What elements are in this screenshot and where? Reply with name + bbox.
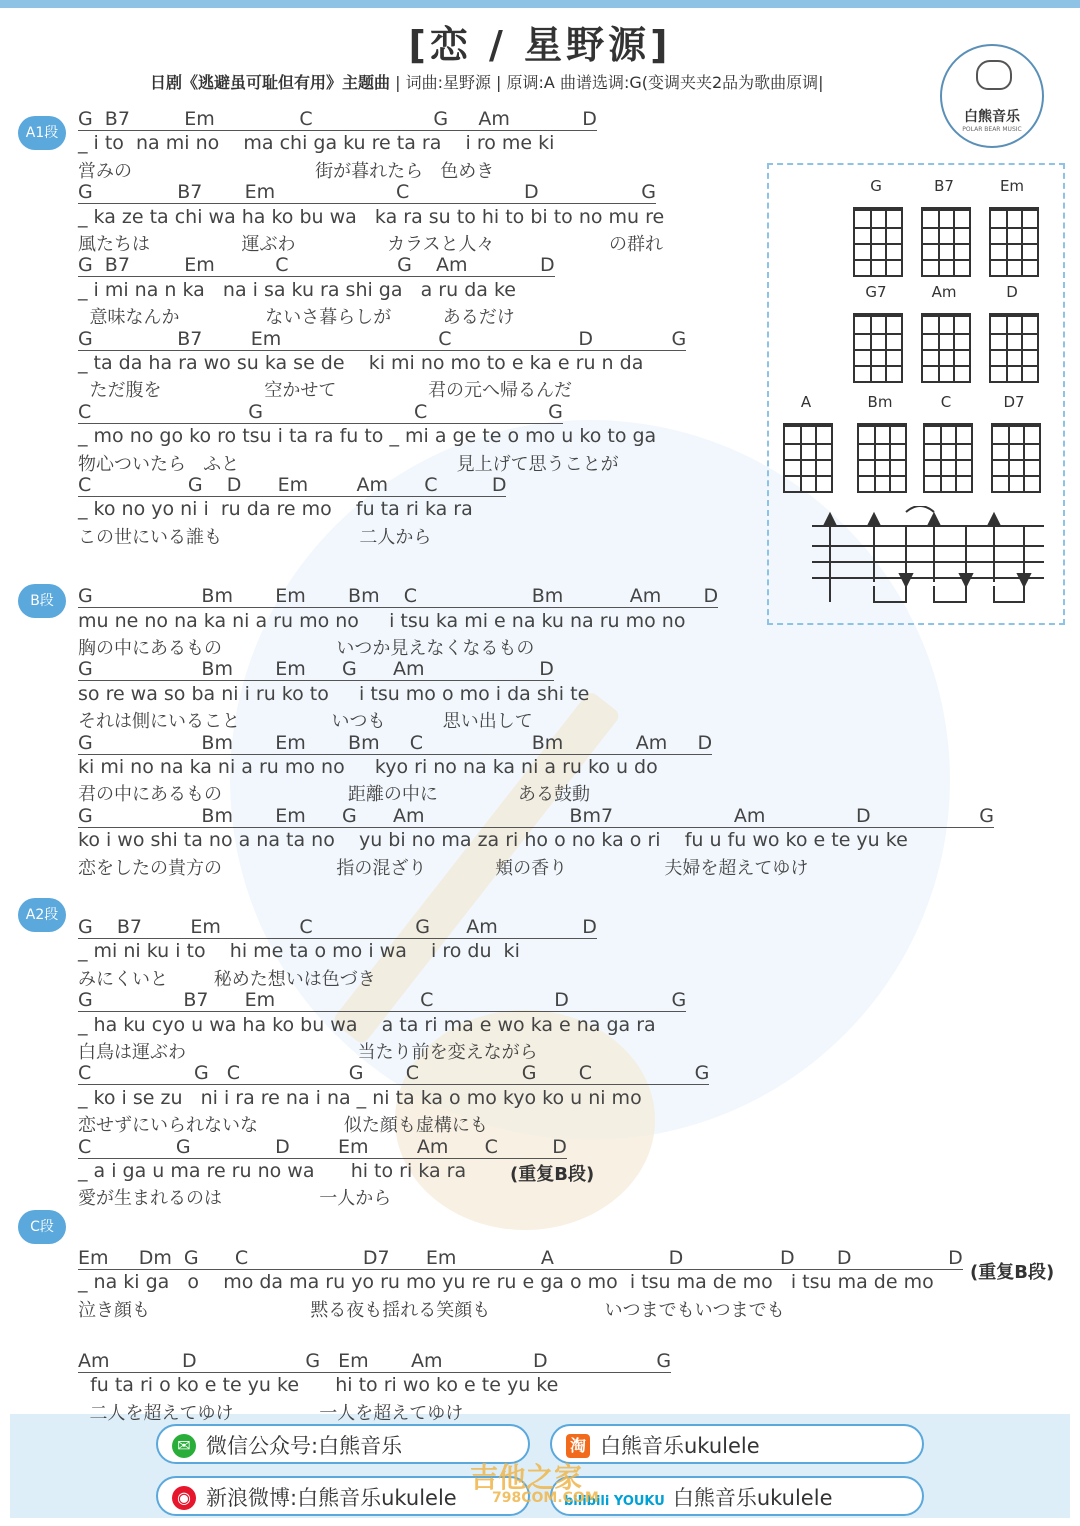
chord-name: D: [1006, 283, 1018, 301]
fret-grid: [853, 207, 903, 277]
chord-name: A: [800, 393, 812, 411]
taobao-text: 白熊音乐ukulele: [600, 1434, 760, 1458]
romaji-line: _ ko i se zu ni i ra re na i na _ ni ta ka o mo kyo ko u ni mo: [78, 1086, 642, 1109]
japanese-line: 白鳥は運ぶわ 当たり前を変えながら: [78, 1042, 538, 1063]
romaji-line: ko i wo shi ta no a na ta no yu bi no ma za ri ho o no ka o ri fu u fu wo ko e te yu ke: [78, 829, 908, 852]
chord-name: Am: [931, 283, 957, 301]
japanese-line: 営みの 街が暮れたら 色めき: [78, 160, 495, 182]
japanese-line: 恋をしたの貴方の 指の混ざり 頬の香り 夫婦を超えてゆけ: [78, 857, 809, 879]
fret-grid: [921, 207, 971, 277]
section-badge-b: B段: [18, 584, 66, 618]
section-badge-a1: A1段: [18, 116, 66, 150]
japanese-line: この世にいる誰も 二人から: [78, 526, 432, 548]
romaji-line: ki mi no na ka ni a ru mo no kyo ri no na ka ni a ru ko u do: [78, 756, 658, 778]
chord-line: G B7 Em C G Am D: [78, 254, 555, 277]
video-pill[interactable]: [550, 1476, 924, 1516]
chord-diagram-d: [985, 283, 1039, 381]
top-strip: [0, 0, 1080, 8]
chord-diagram-em: [985, 177, 1039, 275]
logo-subtitle: POLAR BEAR MUSIC: [962, 126, 1022, 133]
chord-line: Em Dm G C D7 Em A D D D D: [78, 1246, 963, 1269]
japanese-line: 風たちは 運ぶわ カラスと人々 の群れ: [78, 234, 663, 255]
romaji-line: _ i mi na n ka na i sa ku ra shi ga a ru da ke: [78, 278, 516, 301]
chord-line: G B7 Em C D G: [78, 181, 657, 204]
wechat-icon: ✉: [172, 1434, 196, 1458]
romaji-line: _ ta da ha ra wo su ka se de ki mi no mo to e ka e ru n da: [78, 352, 644, 374]
japanese-line: それは側にいること いつも 思い出して: [78, 711, 533, 733]
chord-diagram-bm: [853, 393, 907, 491]
japanese-line: ただ腹を 空かせて 君の元へ帰るんだ: [78, 380, 572, 402]
japanese-line: 胸の中にあるもの いつか見えなくなるもの: [78, 638, 535, 659]
chord-line: C G D Em Am C D: [78, 474, 507, 496]
romaji-line: _ mo no go ko ro tsu i ta ra fu to _ mi a ge te o mo u ko to ga: [78, 425, 657, 448]
section-badge-a2: A2段: [18, 898, 66, 932]
chord-line: Am D G Em Am D G: [78, 1350, 672, 1372]
romaji-line: so re wa so ba ni i ru ko to i tsu mo o mo i da shi te: [78, 682, 590, 705]
weibo-text: 新浪微博:白熊音乐ukulele: [206, 1486, 457, 1510]
chord-diagram-c: [919, 393, 973, 491]
romaji-line: _ a i ga u ma re ru no wa hi to ri ka ra: [78, 1160, 467, 1182]
romaji-line: fu ta ri o ko e te yu ke hi to ri wo ko e te yu ke: [78, 1374, 559, 1397]
strum-arrows: [824, 506, 1030, 602]
fret-grid: [989, 207, 1039, 277]
japanese-line: 泣き顔も 黙る夜も揺れる笑顔も いつまでもいつまでも: [78, 1299, 785, 1321]
watermark: 吉他之家: [470, 1461, 583, 1494]
section-badge-c: C段: [18, 1210, 66, 1244]
chord-name: G7: [865, 283, 887, 301]
song-subtitle: [150, 70, 824, 93]
fret-grid: [857, 423, 907, 493]
romaji-line: _ ka ze ta chi wa ha ko bu wa ka ra su to hi to bi to no mu re: [78, 205, 665, 228]
chord-diagram-b7: [917, 177, 971, 275]
fret-grid: [783, 423, 833, 493]
repeat-mark-2: (重复B段): [970, 1262, 1055, 1283]
chord-line: C G C G C G C G: [78, 1062, 710, 1085]
logo-name: 白熊音乐: [964, 109, 1020, 125]
fret-grid: [921, 313, 971, 383]
japanese-line: 恋せずにいられないな 似た顔も虚構にも: [78, 1115, 488, 1137]
japanese-line: 物心ついたら ふと 見上げて思うことが: [78, 453, 619, 475]
fret-grid: [923, 423, 973, 493]
repeat-mark-1: (重复B段): [510, 1164, 595, 1185]
taobao-icon: 淘: [566, 1434, 590, 1458]
chord-line: G B7 Em C G Am D: [78, 108, 597, 130]
weibo-icon: ◉: [172, 1486, 196, 1510]
chord-line: G B7 Em C G Am D: [78, 916, 597, 938]
romaji-line: _ na ki ga o mo da ma ru yo ru mo yu re ru e ga o mo i tsu ma de mo i tsu ma de mo: [78, 1271, 934, 1294]
chord-line: C G D Em Am C D: [78, 1135, 567, 1158]
romaji-line: _ ko no yo ni i ru da re mo fu ta ri ka ra: [78, 498, 473, 521]
chord-line: G Bm Em Bm C Bm Am D: [78, 585, 719, 608]
chord-line: G Bm Em G Am Bm7 Am D G: [78, 804, 995, 827]
fret-grid: [989, 313, 1039, 383]
chord-line: G B7 Em C D G: [78, 327, 687, 350]
japanese-line: 意味なんか ないさ暮らしが あるだけ: [78, 307, 515, 329]
credits: | 词曲:星野源 | 原调:A 曲谱选调:G(变调夹夹2品为歌曲原调|: [390, 73, 824, 92]
japanese-line: 二人を超えてゆけ 一人を超えてゆけ: [78, 1402, 464, 1424]
fret-grid: [853, 313, 903, 383]
song-title: [恋 / 星野源]: [408, 23, 672, 67]
japanese-line: 愛が生まれるのは 一人から: [78, 1188, 392, 1210]
romaji-line: mu ne no na ka ni a ru mo no i tsu ka mi e na ku na ru mo no: [78, 609, 686, 632]
chord-line: G B7 Em C D G: [78, 989, 687, 1012]
chord-name: D7: [1003, 393, 1025, 411]
chord-line: G Bm Em G Am D: [78, 658, 554, 681]
romaji-line: _ i to na mi no ma chi ga ku re ta ra i ro me ki: [78, 132, 555, 155]
chord-diagram-am: [917, 283, 971, 381]
romaji-line: _ ha ku cyo u wa ha ko bu wa a ta ri ma e wo ka e na ga ra: [78, 1013, 656, 1036]
chord-diagram-g: [849, 177, 903, 275]
taobao-pill[interactable]: [550, 1424, 924, 1464]
chord-diagram-d7: [987, 393, 1041, 491]
chord-line: C G C G: [78, 400, 563, 423]
chord-diagram-a: [779, 393, 833, 491]
wechat-text: 微信公众号:白熊音乐: [206, 1434, 403, 1458]
bear-face-icon: [976, 60, 1012, 90]
drama-theme: 日剧《逃避虽可耻但有用》主题曲: [150, 73, 391, 92]
video-brands: bilibili YOUKU: [564, 1494, 665, 1509]
polar-bear-logo: [940, 44, 1044, 148]
fret-grid: [991, 423, 1041, 493]
romaji-line: _ mi ni ku i to hi me ta o mo i wa i ro du ki: [78, 940, 520, 963]
chord-name: Bm: [867, 393, 893, 411]
chord-name: G: [870, 177, 882, 195]
chord-diagram-g7: [849, 283, 903, 381]
chord-name: Em: [999, 177, 1025, 195]
chord-line: G Bm Em Bm C Bm Am D: [78, 731, 713, 754]
video-text: 白熊音乐ukulele: [672, 1486, 833, 1510]
japanese-line: みにくいと 秘めた想いは色づき: [78, 968, 376, 990]
japanese-line: 君の中にあるもの 距離の中に ある鼓動: [78, 784, 590, 806]
strum-pattern: [812, 506, 1052, 606]
watermark-sub: 798COM.COM: [492, 1490, 599, 1506]
chord-name: C: [940, 393, 952, 411]
chord-name: B7: [934, 177, 954, 195]
